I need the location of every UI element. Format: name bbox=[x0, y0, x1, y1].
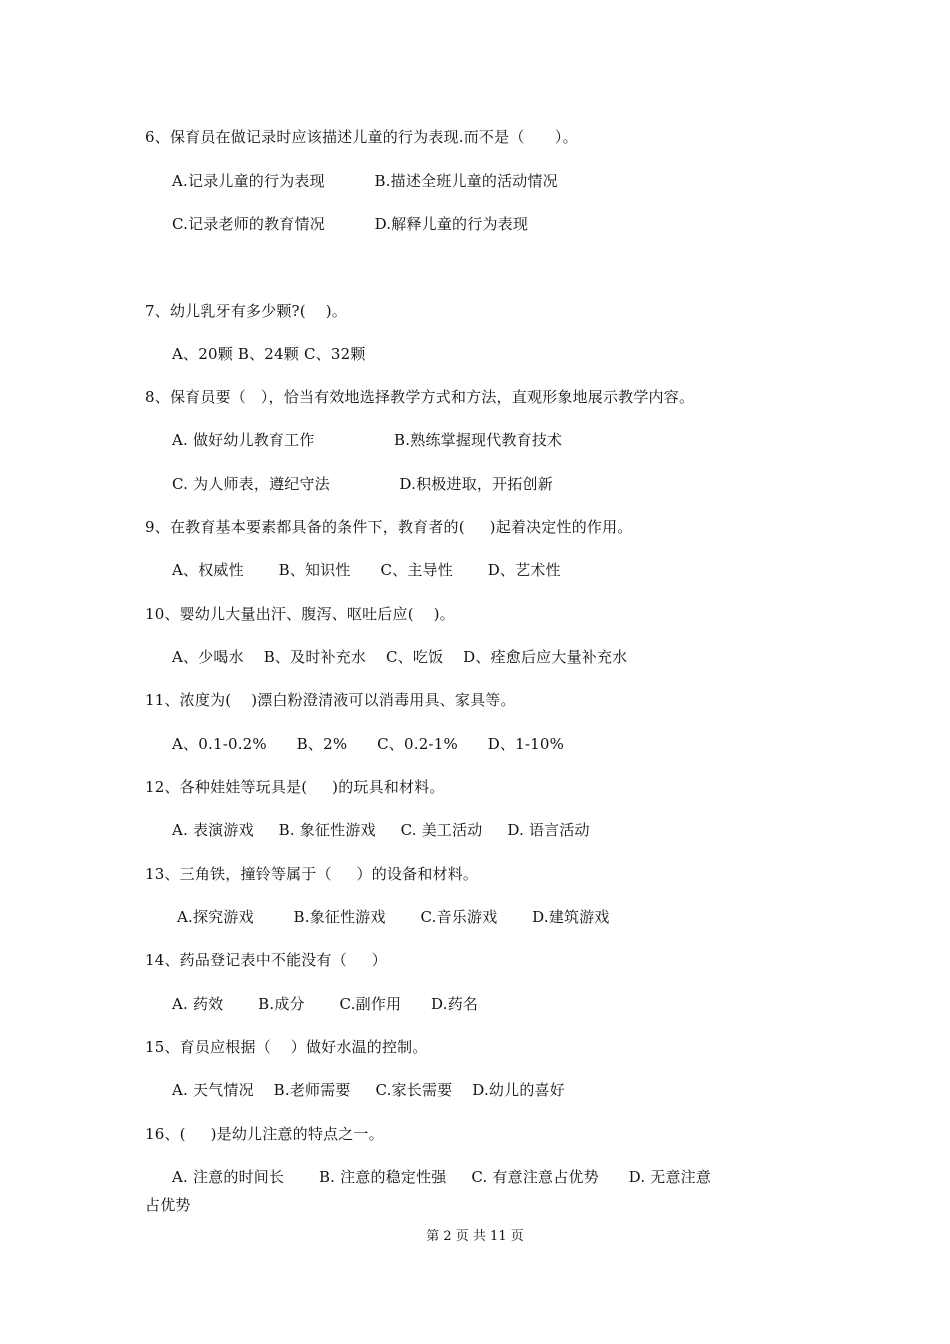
question-8: 8、保育员要（ ），恰当有效地选择教学方式和方法，直观形象地展示教学内容。 bbox=[145, 388, 695, 406]
options-8-line-2: C. 为人师表，遵纪守法 D.积极进取，开拓创新 bbox=[172, 475, 553, 493]
options-15: A. 天气情况 B.老师需要 C.家长需要 D.幼儿的喜好 bbox=[172, 1081, 565, 1099]
options-10: A、少喝水 B、及时补充水 C、吃饭 D、痊愈后应大量补充水 bbox=[172, 648, 628, 666]
options-16: A. 注意的时间长 B. 注意的稳定性强 C. 有意注意占优势 D. 无意注意 bbox=[172, 1168, 712, 1186]
question-15: 15、育员应根据（ ）做好水温的控制。 bbox=[145, 1038, 428, 1056]
question-6: 6、保育员在做记录时应该描述儿童的行为表现.而不是（ ）。 bbox=[145, 128, 578, 146]
page-footer: 第 2 页 共 11 页 bbox=[426, 1229, 524, 1244]
options-8-line-1: A. 做好幼儿教育工作 B.熟练掌握现代教育技术 bbox=[172, 431, 563, 449]
question-12: 12、各种娃娃等玩具是( )的玩具和材料。 bbox=[145, 778, 445, 796]
question-10: 10、婴幼儿大量出汗、腹泻、呕吐后应( )。 bbox=[145, 605, 455, 623]
options-13: A.探究游戏 B.象征性游戏 C.音乐游戏 D.建筑游戏 bbox=[172, 908, 610, 926]
question-14: 14、药品登记表中不能没有（ ） bbox=[145, 951, 387, 969]
options-16-wrap: 占优势 bbox=[145, 1196, 191, 1214]
question-11: 11、浓度为( )漂白粉澄清液可以消毒用具、家具等。 bbox=[145, 691, 516, 709]
options-12: A. 表演游戏 B. 象征性游戏 C. 美工活动 D. 语言活动 bbox=[172, 821, 590, 839]
options-9: A、权威性 B、知识性 C、主导性 D、艺术性 bbox=[172, 561, 561, 579]
options-11: A、0.1-0.2% B、2% C、0.2-1% D、1-10% bbox=[172, 735, 565, 753]
question-9: 9、在教育基本要素都具备的条件下，教育者的( )起着决定性的作用。 bbox=[145, 518, 633, 536]
options-6-line-1: A.记录儿童的行为表现 B.描述全班儿童的活动情况 bbox=[172, 172, 558, 190]
question-16: 16、( )是幼儿注意的特点之一。 bbox=[145, 1125, 384, 1143]
options-7: A、20颗 B、24颗 C、32颗 bbox=[172, 345, 366, 363]
options-14: A. 药效 B.成分 C.副作用 D.药名 bbox=[172, 995, 479, 1013]
options-6-line-2: C.记录老师的教育情况 D.解释儿童的行为表现 bbox=[172, 215, 529, 233]
question-13: 13、三角铁，撞铃等属于（ ）的设备和材料。 bbox=[145, 865, 479, 883]
question-7: 7、幼儿乳牙有多少颗?( )。 bbox=[145, 302, 347, 320]
